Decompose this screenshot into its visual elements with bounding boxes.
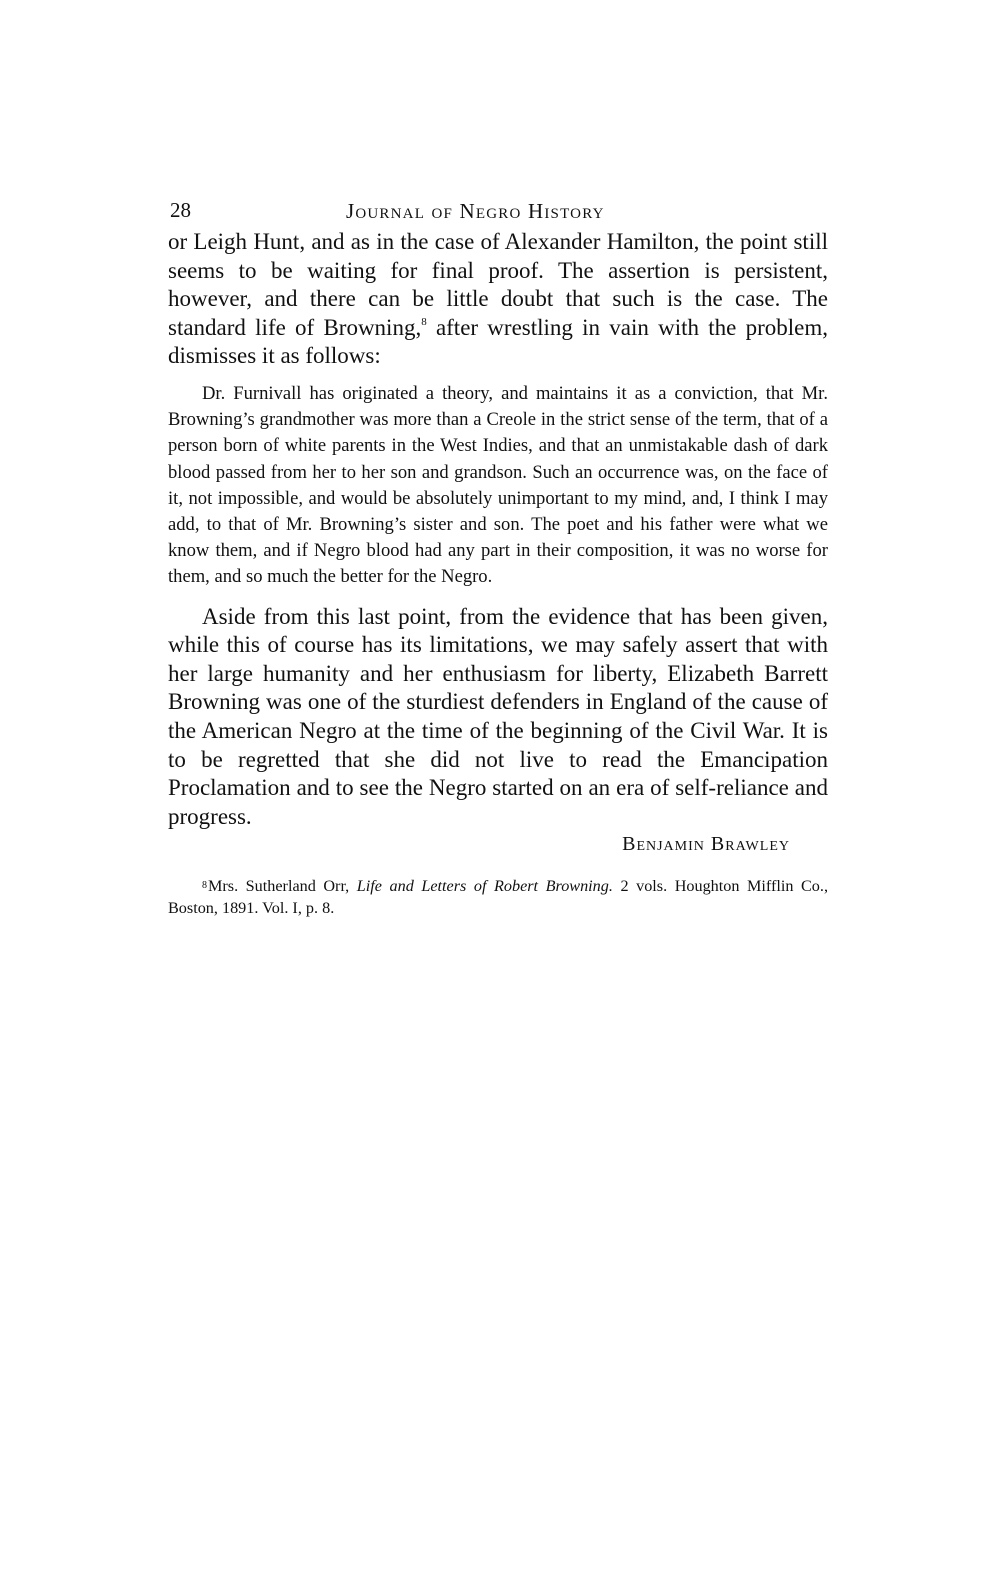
paragraph-text: or Leigh Hunt, and as in the case of Alexander Hamilton, the point still seems to be waiting for final proof. The assertion is persistent, however, and there can be little doubt that such is the case. The standard life of Browning,	[168, 229, 828, 340]
paragraph-continued	[168, 228, 828, 371]
block-quote: Dr. Furnivall has originated a theory, and maintains it as a conviction, that Mr. Browning’s grandmother was more than a Creole in the strict sense of the term, that of a person born of white parents in the West Indies, and that an unmistakable dash of dark blood passed from her to her son and grandson. Such an occurrence was, on the face of it, not impossible, and would be absolutely unimportant to my mind, and, I think I may add, to that of Mr. Browning’s sister and son. The poet and his father were what we know them, and if Negro blood had any part in their composition, it was no worse for them, and so much the better for the Negro.	[168, 382, 828, 588]
running-head	[168, 198, 828, 228]
paragraph-text: after wrestling in vain with the problem, dismisses it as follows:	[168, 314, 828, 369]
footnote-details: 2 vols. Houghton Mifflin Co., Boston, 1891. Vol. I, p. 8.	[168, 877, 828, 918]
footnote-author: Mrs. Sutherland Orr,	[208, 877, 357, 896]
concluding-paragraph: Aside from this last point, from the evidence that has been given, while this of course has its limitations, we may safely assert that with her large humanity and her enthusiasm for liberty, Elizabeth Barrett Browning was one of the sturdiest defenders in England of the cause of the American Negro at the time of the beginning of the Civil War. It is to be regretted that she did not live to read the Emancipation Proclamation and to see the Negro started on an era of self-reliance and progress.	[168, 603, 828, 829]
page-number: 28	[170, 198, 191, 222]
footnote	[168, 875, 828, 919]
author-signature: Benjamin Brawley	[622, 833, 790, 856]
footnote-book-title: Life and Letters of Robert Browning.	[356, 877, 613, 896]
journal-title: Journal of Negro History	[346, 199, 605, 223]
footnote-marker: 8	[202, 880, 207, 892]
journal-page	[168, 198, 828, 919]
footnote-reference: 8	[421, 315, 427, 328]
